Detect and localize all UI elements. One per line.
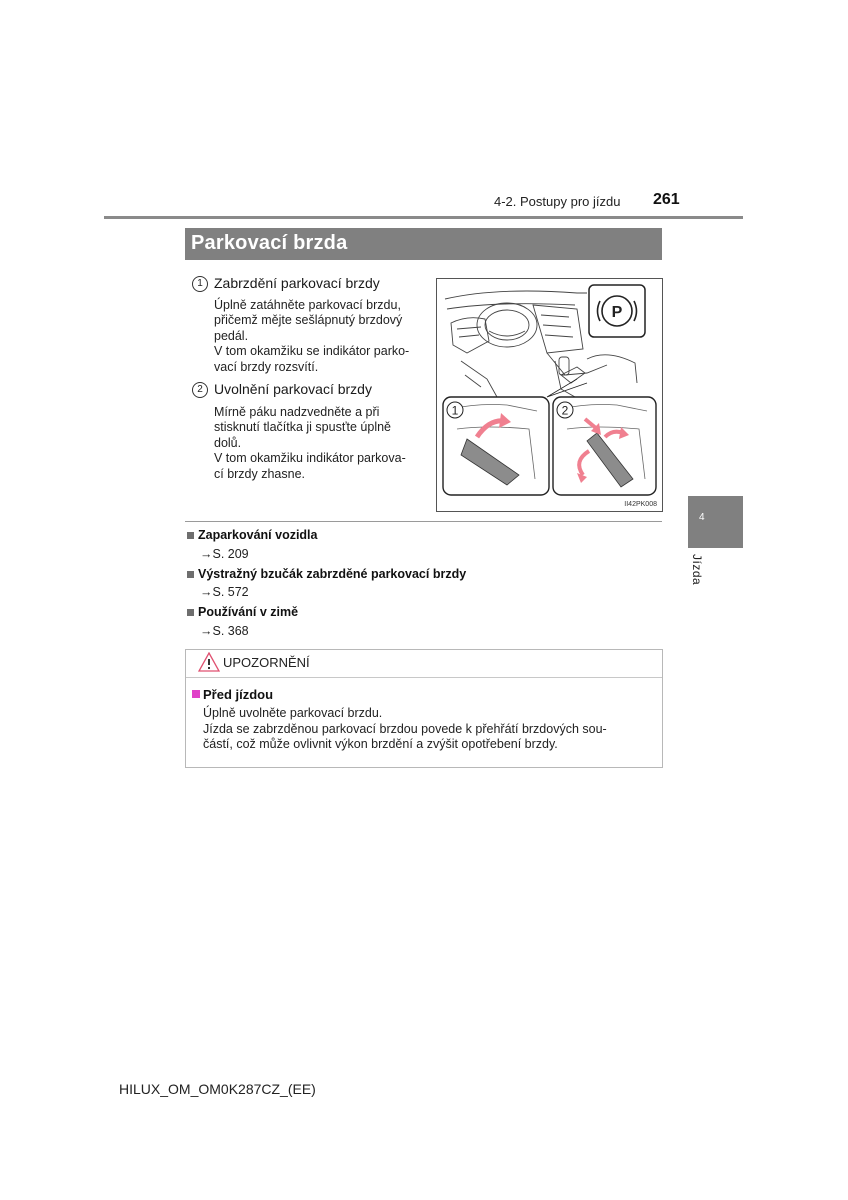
document-code: HILUX_OM_OM0K287CZ_(EE) — [119, 1081, 316, 1097]
step-2-title: Uvolnění parkovací brzdy — [214, 381, 372, 397]
inset-2-label: 2 — [561, 403, 569, 418]
step-1-line: Úplně zatáhněte parkovací brzdu, — [214, 298, 401, 312]
figure-code: II42PK008 — [624, 501, 657, 508]
bullet-square-icon — [187, 532, 194, 539]
header-divider — [104, 216, 743, 219]
page-title: Parkovací brzda — [191, 232, 348, 254]
warning-triangle-icon — [198, 652, 220, 672]
step-1-line: vací brzdy rozsvítí. — [214, 359, 319, 374]
step-2-number: 2 — [192, 382, 208, 398]
dashboard-drawing — [437, 279, 662, 511]
step-1-number: 1 — [192, 276, 208, 292]
related-item-title: Výstražný bzučák zabrzděné parkovací brzdy — [198, 567, 467, 581]
caution-header: UPOZORNĚNÍ — [223, 655, 310, 670]
caution-line: Jízda se zabrzděnou parkovací brzdou povede k přehřátí brzdových sou- — [203, 721, 607, 736]
step-2-line: cí brzdy zhasne. — [214, 466, 306, 481]
parking-brake-illustration — [436, 278, 663, 512]
step-1-title: Zabrzdění parkovací brzdy — [214, 275, 380, 291]
related-item-ref[interactable]: →S. 209 — [200, 547, 249, 561]
indicator-letter: P — [611, 304, 623, 321]
related-item-title: Používání v zimě — [198, 605, 299, 619]
step-2-line: V tom okamžiku indikátor parkova- — [214, 451, 406, 466]
related-item-title: Zaparkování vozidla — [198, 528, 318, 542]
step-1-line: přičemž mějte sešlápnutý brzdový — [214, 313, 403, 328]
inset-release-brake — [553, 397, 656, 495]
inset-apply-brake — [443, 397, 549, 495]
caution-box — [185, 649, 663, 768]
caution-body — [203, 706, 653, 753]
chapter-tab — [688, 496, 743, 548]
chapter-number: 4 — [699, 512, 705, 523]
bullet-square-icon — [187, 571, 194, 578]
step-2-line: Mírně páku nadzvedněte a při — [214, 405, 380, 419]
page-title-bar — [185, 228, 662, 260]
step-1-line: V tom okamžiku se indikátor parko- — [214, 344, 410, 359]
section-header: 4-2. Postupy pro jízdu — [494, 194, 621, 209]
step-1-line: pedál. — [214, 328, 249, 343]
caution-subheading: Před jízdou — [203, 687, 274, 702]
related-item-ref[interactable]: →S. 368 — [200, 624, 249, 638]
caution-divider — [186, 677, 662, 678]
caution-line: Úplně uvolněte parkovací brzdu. — [203, 706, 383, 720]
chapter-label: Jízda — [690, 554, 704, 586]
caution-marker-icon — [192, 690, 200, 698]
step-2-description — [214, 405, 424, 482]
inset-1-label: 1 — [451, 403, 459, 418]
step-2-line: stisknutí tlačítka ji spusťte úplně — [214, 420, 391, 435]
page-number: 261 — [653, 191, 680, 208]
parking-brake-indicator-icon — [589, 285, 645, 337]
caution-line: částí, což může ovlivnit výkon brzdění a zvýšit opotřebení brzdy. — [203, 737, 558, 751]
bullet-square-icon — [187, 609, 194, 616]
step-1-description — [214, 298, 424, 375]
step-2-line: dolů. — [214, 435, 242, 450]
related-item-ref[interactable]: →S. 572 — [200, 585, 249, 599]
section-divider — [185, 521, 662, 522]
